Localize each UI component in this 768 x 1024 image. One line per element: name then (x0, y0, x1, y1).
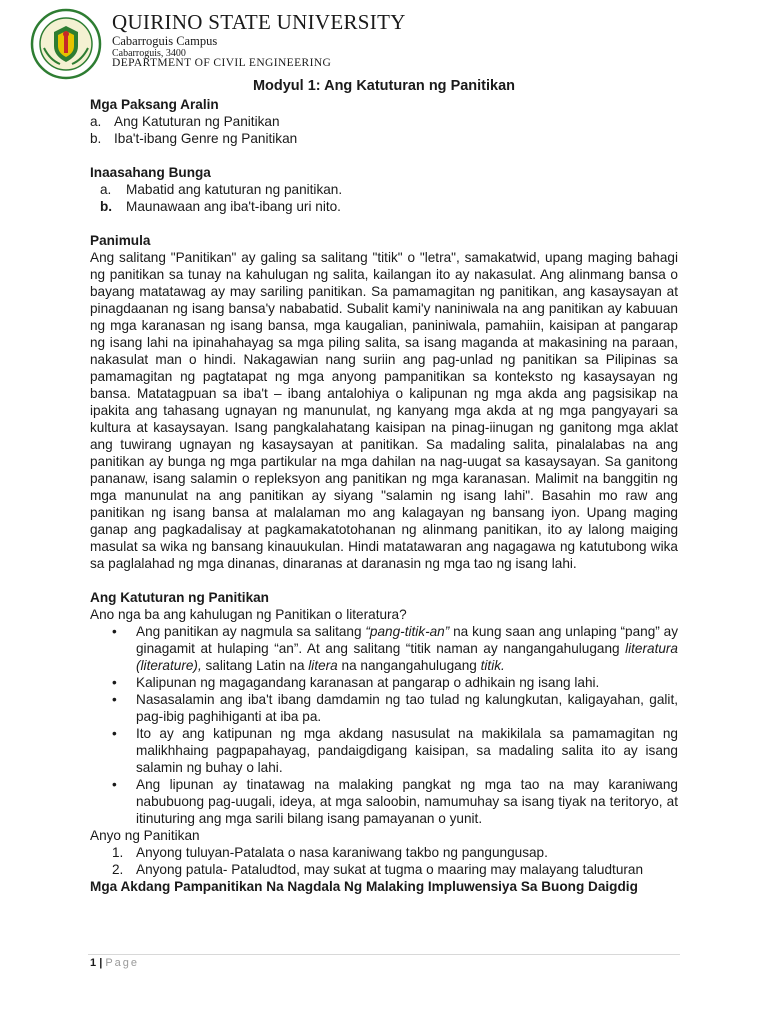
katuturan-bullet-list (90, 623, 678, 827)
bullet-marker: • (112, 777, 117, 792)
footer-divider (88, 954, 680, 955)
inaasahang-bunga-heading: Inaasahang Bunga (90, 165, 211, 180)
list-item: • Ang panitikan ay nagmula sa salitang “pang-titik-an” na kung saan ang unlaping “pang” ay ginagamit at hulaping “an”. At ang salitang “titik naman ay nangangahulugang literatura (literature), salitang Latin na litera na nangangahulugang titik. (112, 624, 678, 673)
bullet-marker: • (112, 624, 117, 639)
panimula-paragraph: Ang salitang "Panitikan" ay galing sa salitang "titik" o "letra", samakatwid, upang maging bahagi ng panitikan sa tunay na kahulugan ng salita, kailangan ito ay nakasulat. Ang alinmang bansa o bayang matatawag ay may sariling panitikan. Sa pamamagitan ng panitikan, ang kasaysayan at pinagdaanan ng isang bansa'y nababatid. Subalit kami'y naniniwala na ang panitikan ay kabuuan ng mga karanasan ng isang bansa, mga kaugalian, paniniwala, pamahiin, kaisipan at pangarap ng isang lahi na ipinahahayag sa mga piling salita, sa isang maganda at makasining na paraan, nakasulat man o hindi. Nakagawian nang suriin ang pag-unlad ng panitikan sa Pilipinas sa pamamagitan ng pagtatapat ng mga anyong pampanitikan sa konteksto ng kasaysayan ng bansa. Matatagpuan sa iba't – ibang antalohiya o kalipunan ng mga akda ang pagsisikap na ipakita ang tahasang ugnayan ng manunulat, ng kanyang mga akda at ng mga pangyayari sa kultura at kasaysayan. Isang pangkalahatang kaisipan na pinag-iinugan ng ganitong mga aklat ang tuwirang ugnayan ng kasaysayan at panitikan. Sa madaling salita, pinalalabas na ang panitikan ay bunga ng mga partikular na mga dahilan na nag-uugat sa kasaysayan. Sa ganitong pananaw, isang salamin o repleksyon ang panitikan ng mga karanasan. Malimit na banggitin ng mga manunulat na ang panitikan ay siyang "salamin ng isang lahi". Basahin mo raw ang panitikan ng isang bansa at malalaman mo ang kalagayan ng bansang iyon. Upang maging ganap ang pagkadalisay at pagkamakatotohanan ng alinmang panitikan, ito ay lalong maiging masulat sa wika ng bansang kinauukulan. Hindi matatawaran ang nagagawa ng katutubong wika sa paglalahad ng mga dinanas, dinaranas at daranasin ng mga tao ng isang lahi. (90, 250, 678, 571)
list-item: 2. Anyong patula- Pataludtod, may sukat at tugma o maaring may malayang taludturan (112, 862, 644, 877)
inaasahang-bunga-list (90, 181, 678, 215)
anyo-heading: Anyo ng Panitikan (90, 828, 200, 843)
university-seal-logo (30, 8, 102, 80)
module-title: Modyul 1: Ang Katuturan ng Panitikan (252, 78, 516, 94)
list-item: b. Iba't-ibang Genre ng Panitikan (90, 131, 298, 146)
anyo-list (90, 844, 678, 878)
list-item: • Nasasalamin ang iba't ibang damdamin ng tao tulad ng kalungkutan, kaligayahan, galit, pag-ibig paghihiganti at iba pa. (112, 692, 678, 724)
list-item: 1. Anyong tuluyan-Patalata o nasa karaniwang takbo ng pangungusap. (112, 845, 548, 860)
campus-name: Cabarroguis Campus (112, 34, 218, 48)
page-number: 1 (90, 957, 97, 969)
katuturan-heading: Ang Katuturan ng Panitikan (90, 590, 269, 605)
page-footer (90, 957, 139, 969)
bullet-marker: • (112, 692, 117, 707)
bullet-marker: • (112, 675, 117, 690)
list-item: • Kalipunan ng magagandang karanasan at pangarap o adhikain ng isang lahi. (112, 675, 600, 690)
footer-separator: | (99, 957, 103, 969)
university-name: QUIRINO STATE UNIVERSITY (112, 10, 406, 34)
document-body (90, 96, 678, 895)
bullet-marker: • (112, 726, 117, 741)
akdang-pampanitikan-heading: Mga Akdang Pampanitikan Na Nagdala Ng Malaking Impluwensiya Sa Buong Daigdig (90, 879, 638, 894)
list-item: a. Ang Katuturan ng Panitikan (90, 114, 280, 129)
list-item: a. Mabatid ang katuturan ng panitikan. (100, 182, 343, 197)
katuturan-question: Ano nga ba ang kahulugan ng Panitikan o literatura? (90, 607, 407, 622)
paksang-aralin-list (90, 113, 678, 147)
list-item: • Ito ay ang katipunan ng mga akdang nasusulat na makikilala sa pamamagitan ng malikhhaing pagpapahayag, pandaigdigang kaisipan, sa madaling salita ito ay isang salamin ng buhay o lahi. (112, 726, 678, 775)
campus-address: Cabarroguis, 3400 (112, 48, 186, 59)
list-item: b. Maunawaan ang iba't-ibang uri nito. (100, 199, 341, 214)
page-label: Page (105, 957, 140, 969)
list-item: • Ang lipunan ay tinatawag na malaking pangkat ng mga tao na may karaniwang nabubuong pag-uugali, ideya, at mga saloobin, namumuhay sa isang tiyak na teritoryo, at itinuturing ang mga sarili bilang isang pamayanan o yunit. (112, 777, 678, 826)
panimula-heading: Panimula (90, 233, 151, 248)
department-name: DEPARTMENT OF CIVIL ENGINEERING (112, 57, 332, 69)
paksang-aralin-heading: Mga Paksang Aralin (90, 97, 219, 112)
